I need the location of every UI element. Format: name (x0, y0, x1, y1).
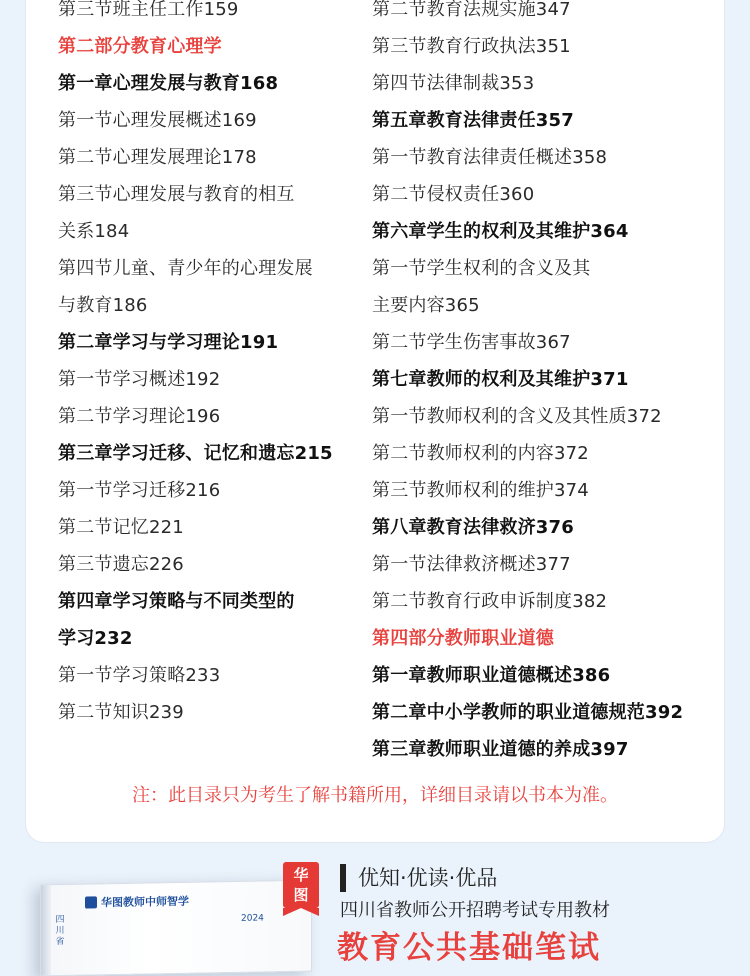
toc-section-line: 主要内容365 (372, 295, 480, 316)
toc-left-column (58, 0, 358, 731)
toc-right-column (372, 0, 732, 768)
toc-chapter-line: 第五章教育法律责任357 (372, 110, 574, 131)
toc-chapter-line: 第二章学习与学习理论191 (58, 332, 279, 353)
promo-subtitle: 四川省教师公开招聘考试专用教材 (340, 900, 610, 921)
book-spine-edge (41, 885, 51, 975)
book-cover-image (40, 880, 312, 976)
toc-section-line: 与教育186 (58, 295, 148, 316)
toc-section-line: 第四节儿童、青少年的心理发展 (58, 258, 313, 279)
promo-title: 教育公共基础笔试 (337, 930, 601, 966)
toc-section-line: 第一节学习概述192 (58, 369, 221, 390)
brand-mark-icon (85, 896, 97, 908)
toc-chapter-line: 第一章心理发展与教育168 (58, 73, 279, 94)
toc-chapter-line: 第七章教师的权利及其维护371 (372, 369, 629, 390)
toc-section-line: 第二节心理发展理论178 (58, 147, 257, 168)
toc-section-line: 第三节心理发展与教育的相互 (58, 184, 295, 205)
toc-section-line: 第三节遗忘226 (58, 554, 184, 575)
book-series: 中师智学 (145, 894, 189, 909)
toc-section-line: 第四节法律制裁353 (372, 73, 535, 94)
toc-section-line: 第二节教育法规实施347 (372, 0, 571, 20)
book-spine-text: 四 川 省 (55, 914, 65, 948)
toc-section-line: 第三节教师权利的维护374 (372, 480, 589, 501)
book-brand: 华图教师 (101, 895, 145, 910)
toc-section-line: 第一节学习策略233 (58, 665, 221, 686)
toc-chapter-line: 第二章中小学教师的职业道德规范392 (372, 702, 684, 723)
toc-section-line: 第一节教育法律责任概述358 (372, 147, 608, 168)
toc-section-line: 第二节学习理论196 (58, 406, 221, 427)
toc-chapter-line: 第六章学生的权利及其维护364 (372, 221, 629, 242)
slogan: 优知·优读·优品 (358, 866, 498, 890)
book-year: 2024 (241, 913, 264, 924)
toc-section-line: 第二节教育行政申诉制度382 (372, 591, 608, 612)
toc-chapter-line: 第八章教育法律救济376 (372, 517, 574, 538)
toc-section-line: 第二节记忆221 (58, 517, 184, 538)
slogan-bar (340, 864, 346, 892)
toc-part-line: 第二部分教育心理学 (58, 36, 222, 57)
toc-section-line: 第一节教师权利的含义及其性质372 (372, 406, 662, 427)
toc-section-line: 第二节教师权利的内容372 (372, 443, 589, 464)
toc-section-line: 关系184 (58, 221, 130, 242)
book-brand-logo (85, 894, 145, 911)
toc-section-line: 第二节侵权责任360 (372, 184, 535, 205)
toc-section-line: 第二节学生伤害事故367 (372, 332, 571, 353)
toc-chapter-line: 学习232 (58, 628, 133, 649)
toc-section-line: 第一节学习迁移216 (58, 480, 221, 501)
toc-section-line: 第二节知识239 (58, 702, 184, 723)
toc-chapter-line: 第一章教师职业道德概述386 (372, 665, 611, 686)
toc-chapter-line: 第三章学习迁移、记忆和遗忘215 (58, 443, 333, 464)
toc-chapter-line: 第三章教师职业道德的养成397 (372, 739, 629, 760)
disclaimer-note: 注：此目录只为考生了解书籍所用，详细目录请以书本为准。 (132, 785, 618, 806)
toc-section-line: 第三节班主任工作159 (58, 0, 239, 20)
toc-part-line: 第四部分教师职业道德 (372, 628, 554, 649)
toc-section-line: 第三节教育行政执法351 (372, 36, 571, 57)
toc-section-line: 第一节法律救济概述377 (372, 554, 571, 575)
toc-section-line: 第一节学生权利的含义及其 (372, 258, 591, 279)
toc-chapter-line: 第四章学习策略与不同类型的 (58, 591, 295, 612)
brand-badge: 华 图 (283, 862, 319, 908)
toc-section-line: 第一节心理发展概述169 (58, 110, 257, 131)
